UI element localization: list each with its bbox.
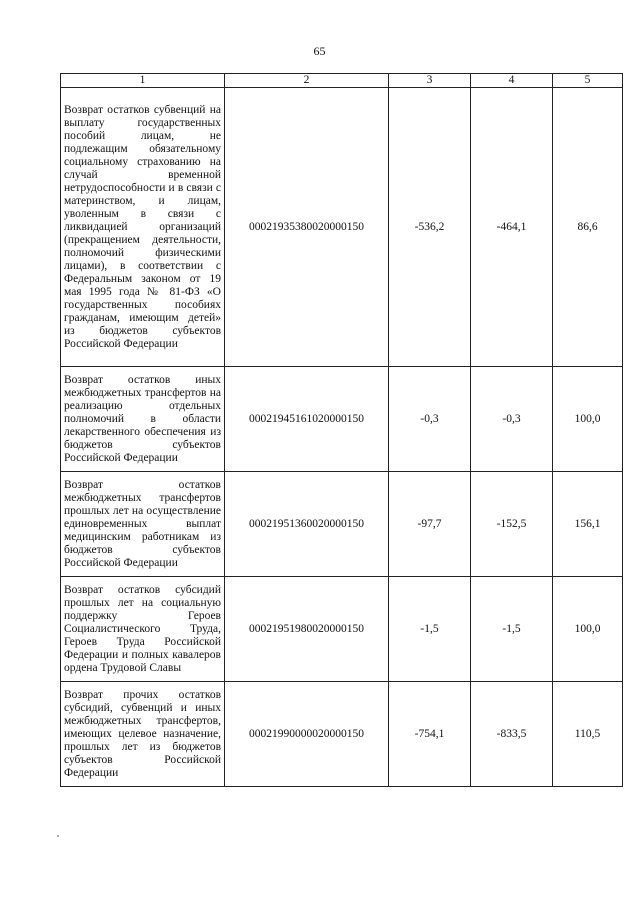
column-header-5: 5 — [553, 74, 623, 88]
row-value-col4: -152,5 — [471, 472, 553, 577]
row-value-col3: -1,5 — [389, 577, 471, 682]
row-value-col5: 110,5 — [553, 682, 623, 787]
row-code: 00021951360020000150 — [225, 472, 389, 577]
column-header-1: 1 — [61, 74, 225, 88]
table-header-row — [61, 74, 623, 88]
table-row — [61, 88, 623, 367]
row-description: Возврат прочих остатков субсидий, субвенций и иных межбюджетных трансфертов, имеющих целевое назначение, прошлых лет из бюджетов субъектов Российской Федерации — [61, 682, 225, 787]
row-value-col3: -536,2 — [389, 88, 471, 367]
row-description: Возврат остатков иных межбюджетных трансфертов на реализацию отдельных полномочий в области лекарственного обеспечения из бюджетов субъектов Российской Федерации — [61, 367, 225, 472]
column-header-4: 4 — [471, 74, 553, 88]
row-code: 00021945161020000150 — [225, 367, 389, 472]
row-value-col3: -97,7 — [389, 472, 471, 577]
column-header-3: 3 — [389, 74, 471, 88]
row-value-col3: -0,3 — [389, 367, 471, 472]
table-row — [61, 577, 623, 682]
budget-table — [60, 73, 623, 787]
row-value-col5: 100,0 — [553, 367, 623, 472]
row-value-col4: -1,5 — [471, 577, 553, 682]
row-value-col4: -833,5 — [471, 682, 553, 787]
row-value-col5: 86,6 — [553, 88, 623, 367]
table-row — [61, 682, 623, 787]
column-header-2: 2 — [225, 74, 389, 88]
table-row — [61, 367, 623, 472]
row-description: Возврат остатков субвенций на выплату государственных пособий лицам, не подлежащим обязательному социальному страхованию на случай временной нетрудоспособности и в связи с материнством, и лицам, уволенным в связи с ликвидацией организаций (прекращением деятельности, полномочий физическими лицами), в соответствии с Федеральным законом от 19 мая 1995 года № 81-ФЗ «О государственных пособиях гражданам, имеющим детей» из бюджетов субъектов Российской Федерации — [61, 88, 225, 367]
row-description: Возврат остатков межбюджетных трансфертов прошлых лет на осуществление единовременных выплат медицинским работникам из бюджетов субъектов Российской Федерации — [61, 472, 225, 577]
scan-speck — [57, 835, 59, 837]
row-code: 00021951980020000150 — [225, 577, 389, 682]
row-value-col4: -464,1 — [471, 88, 553, 367]
row-code: 00021990000020000150 — [225, 682, 389, 787]
row-value-col5: 156,1 — [553, 472, 623, 577]
row-value-col4: -0,3 — [471, 367, 553, 472]
row-description: Возврат остатков субсидий прошлых лет на социальную поддержку Героев Социалистического Труда, Героев Труда Российской Федерации и полных кавалеров ордена Трудовой Славы — [61, 577, 225, 682]
page-number: 65 — [313, 44, 326, 58]
row-code: 00021935380020000150 — [225, 88, 389, 367]
table-row — [61, 472, 623, 577]
row-value-col5: 100,0 — [553, 577, 623, 682]
row-value-col3: -754,1 — [389, 682, 471, 787]
